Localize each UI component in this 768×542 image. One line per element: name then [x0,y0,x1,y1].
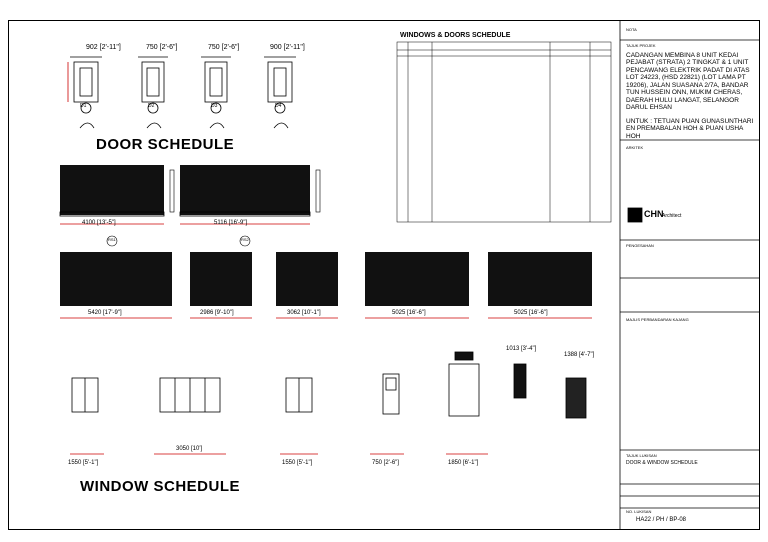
project-title: CADANGAN MEMBINA 8 UNIT KEDAI PEJABAT (STRATA) 2 TINGKAT & 1 UNIT PENCAWANG ELEKTRIK PADAT DI ATAS LOT 24223, (HSD 22821) (LOT LAMA PT 19206), JALAN SUASANA 2/7A, BANDAR TUN HUSSEIN ONN, MUKIM CHERAS, DAERAH HULU LANGAT, SELANGOR DARUL EHSAN [626,52,750,112]
door-tag-d4: D4 [275,103,282,109]
shutters-top [60,165,320,246]
door-width-d4: 900 [2'-11"] [270,44,305,51]
client-name: UNTUK : TETUAN PUAN GUNASUNTHARI EN PREMABALAN HOH & PUAN USHA HOH [626,118,754,140]
drawing-title-label: TAJUK LUKISAN [626,453,657,458]
shutter-width-rs4: 2986 [9'-10"] [200,310,234,316]
window-elevations [70,352,586,454]
window-width-w4: 750 [2'-6"] [372,460,399,466]
approval-label: MAJLIS PERBANDARAN KAJANG [626,317,689,322]
shutter-width-rs5: 3062 [10'-1"] [287,310,321,316]
schedule-table-title: WINDOWS & DOORS SCHEDULE [400,32,511,39]
firm-sub: Architect [662,213,682,219]
shutter-width-rs6: 5025 [16'-6"] [392,310,426,316]
door-schedule-title: DOOR SCHEDULE [96,136,235,153]
door-width-d2: 750 [2'-6"] [146,44,178,51]
stamp-label: PENGESAHAN [626,243,654,248]
window-width-w2: 3050 [10'] [176,446,203,452]
shutter-width-rs1: 4100 [13'-5"] [82,220,116,226]
drawing-no: HA22 / PH / BP-08 [636,517,687,523]
drawing-title: DOOR & WINDOW SCHEDULE [626,460,698,466]
window-width-w3: 1550 [5'-1"] [282,460,313,466]
architect-label: ARKITEK [626,145,644,150]
drawing-no-label: NO. LUKISAN [626,509,652,514]
shutter-width-rs3: 5420 [17'-9"] [88,310,122,316]
shutter-tag-rs2: RS2 [241,237,249,242]
door-elevations [68,57,296,128]
door-tag-d2: D2 [148,103,155,109]
schedule-table [397,42,611,222]
window-width-w5: 1850 [6'-1"] [448,460,479,466]
shutter-width-rs7: 5025 [16'-6"] [514,310,548,316]
door-width-d1: 902 [2'-11"] [86,44,121,51]
shutter-tag-rs1: RS1 [108,237,116,242]
shutter-width-rs2: 5116 [16'-9"] [214,220,248,226]
window-width-w7: 1388 [4'-7"] [564,352,595,358]
window-schedule-title: WINDOW SCHEDULE [80,478,240,495]
door-tag-d3: D3 [211,103,218,109]
door-width-d3: 750 [2'-6"] [208,44,240,51]
window-width-w6: 1013 [3'-4"] [506,346,537,352]
window-width-w1: 1550 [5'-1"] [68,460,99,466]
door-tag-d1: D1 [80,103,87,109]
project-label: TAJUK PROJEK [626,43,656,48]
firm-name: CHN [644,209,664,219]
shutters-mid [60,252,592,318]
notes-label: NOTA [626,27,637,32]
